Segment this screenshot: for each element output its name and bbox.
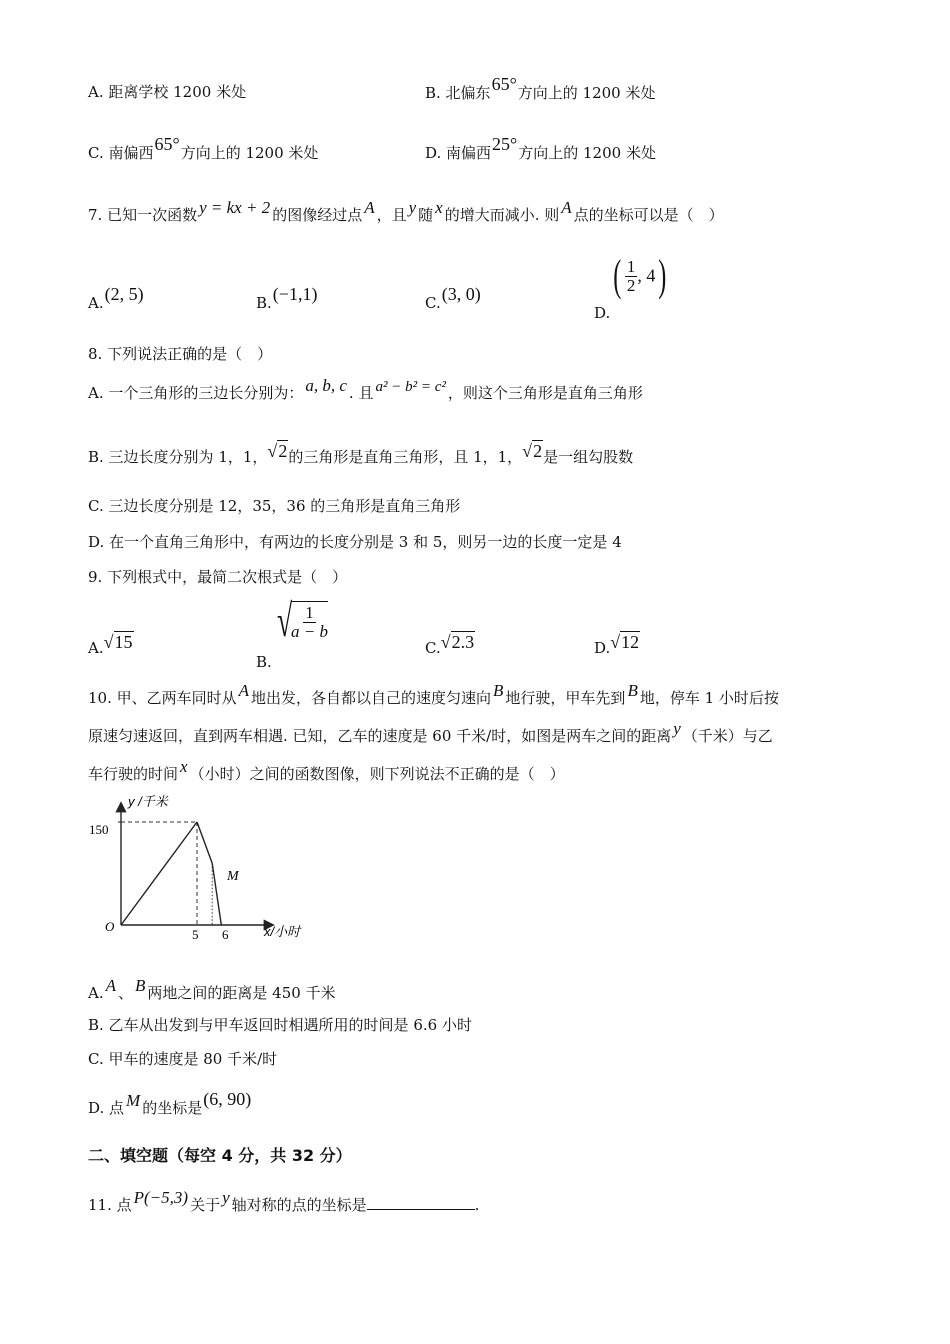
q8-stem: 8. 下列说法正确的是（ ）	[88, 345, 273, 363]
q7-d-fraction	[625, 258, 638, 295]
q10-a-sep: 、	[118, 984, 134, 1002]
q10-d-text-1: D. 点	[88, 1099, 125, 1117]
q7-option-b	[256, 284, 318, 313]
q8-b-sqrt-2: √2	[522, 441, 543, 461]
x-axis-label: x/小时	[264, 924, 301, 939]
q6-b-suffix: 方向上的 1200 米处	[517, 84, 656, 102]
q6-option-a	[88, 82, 246, 102]
q7-option-d	[594, 251, 670, 322]
q6-option-a-text: A. 距离学校 1200 米处	[88, 83, 247, 101]
q10-option-a	[88, 976, 336, 1003]
q9-c-label: C.	[425, 639, 441, 657]
series-segment-2	[197, 822, 212, 863]
q6-option-c	[88, 134, 319, 163]
q7-var-y: y	[408, 198, 417, 217]
x-tick-5: 5	[192, 927, 199, 942]
q6-d-suffix: 方向上的 1200 米处	[518, 144, 656, 162]
q9-option-a	[88, 632, 134, 658]
q9-d-label: D.	[594, 639, 611, 657]
q6-d-degree: 25°	[492, 134, 518, 154]
q10-var-x: x	[180, 757, 188, 776]
q10-l1-text-c: 地行驶，甲车先到	[505, 689, 626, 707]
q9-option-c	[425, 632, 475, 658]
q9-b-radical-sign: √	[276, 595, 292, 646]
q10-a-label: A.	[88, 984, 104, 1002]
q6-c-prefix: C. 南偏西	[88, 144, 154, 162]
q7-text-4: 随	[418, 206, 434, 224]
q9-b-numerator: 1	[305, 603, 314, 622]
q10-point-b: B	[493, 681, 504, 700]
q11-text-4: .	[474, 1196, 480, 1214]
q6-c-degree: 65°	[154, 134, 180, 154]
x-tick-6: 6	[222, 927, 229, 942]
q10-l2-text-a: 原速匀速返回，直到两车相遇. 已知，乙车的速度是 60 千米/时，如图是两车之间的距离	[88, 727, 672, 745]
q7-text-5: 的增大而减小. 则	[444, 206, 560, 224]
q8-a-text-3: ，则这个三角形是直角三角形	[447, 384, 643, 402]
q8-b-radicand-1: 2	[278, 441, 288, 461]
q10-l1-text-d: 地，停车 1 小时后按	[639, 689, 779, 707]
q10-stem-line-1	[88, 681, 779, 708]
q7-stem	[88, 198, 724, 225]
q9-b-denominator: a − b	[291, 622, 329, 641]
q7-text-2: 的图像经过点	[272, 206, 363, 224]
q9-stem: 9. 下列根式中，最简二次根式是（ ）	[88, 568, 348, 586]
q11-text-2: 关于	[190, 1196, 221, 1214]
q10-point-b-2: B	[627, 681, 638, 700]
q8-option-c: C. 三边长度分别是 12，35，36 的三角形是直角三角形	[88, 497, 461, 515]
q11-text-1: 11. 点	[88, 1196, 132, 1214]
series-segment-3	[212, 863, 221, 925]
q7-a-value: (2, 5)	[104, 284, 144, 304]
q6-d-prefix: D. 南偏西	[425, 144, 492, 162]
q10-a-point-a: A	[105, 976, 116, 995]
q10-option-c: C. 甲车的速度是 80 千米/时	[88, 1050, 278, 1068]
q7-text-3: ，且	[376, 206, 407, 224]
q10-var-y: y	[673, 719, 681, 738]
q6-option-d	[425, 134, 656, 163]
q11-point-p: P(−5,3)	[133, 1188, 189, 1207]
q11-text-3: 轴对称的点的坐标是	[231, 1196, 367, 1214]
q7-point-a-2: A	[561, 198, 572, 217]
q9-option-b	[256, 595, 329, 671]
q8-a-equation: a² − b² = c²	[375, 379, 446, 395]
q10-d-text-2: 的坐标是	[142, 1099, 203, 1117]
q7-option-a	[88, 284, 145, 313]
q7-b-label: B.	[256, 294, 272, 312]
q9-a-sqrt: √15	[103, 632, 133, 652]
q10-l1-text-a: 10. 甲、乙两车同时从	[88, 689, 237, 707]
y-axis-label: y /千米	[128, 794, 168, 809]
q7-option-c	[425, 284, 482, 313]
q8-option-b	[88, 441, 634, 467]
q8-option-a	[88, 376, 643, 404]
q10-stem-line-2	[88, 719, 773, 746]
q7-c-label: C.	[425, 294, 441, 312]
q8-option-d: D. 在一个直角三角形中，有两边的长度分别是 3 和 5，则另一边的长度一定是 4	[88, 533, 622, 551]
q8-a-text-1: A. 一个三角形的三边长分别为：	[88, 384, 304, 402]
q7-c-value: (3, 0)	[441, 284, 481, 304]
q10-option-b: B. 乙车从出发到与甲车返回时相遇所用的时间是 6.6 小时	[88, 1016, 472, 1034]
q10-l1-text-b: 地出发，各自都以自己的速度匀速向	[251, 689, 492, 707]
point-m-label: M	[227, 869, 239, 884]
q10-point-a: A	[238, 681, 250, 700]
q6-option-b	[425, 74, 656, 103]
q10-a-point-b: B	[135, 976, 146, 995]
q9-option-d	[594, 632, 640, 658]
q11-var-y: y	[222, 1188, 230, 1207]
q10-stem-line-3	[88, 757, 565, 784]
q10-d-value: (6, 90)	[203, 1089, 252, 1109]
q7-d-paren-right: )	[658, 251, 667, 300]
q10-d-point-m: M	[126, 1091, 141, 1110]
q7-var-x: x	[435, 198, 443, 217]
q8-b-text-1: B. 三边长度分别为 1，1，	[88, 448, 268, 466]
q7-d-paren-left: (	[613, 251, 622, 300]
q10-l2-text-b: （千米）与乙	[682, 727, 773, 745]
q9-a-label: A.	[88, 639, 104, 657]
q10-option-d	[88, 1089, 252, 1118]
q10-distance-time-graph	[89, 792, 330, 952]
q9-c-sqrt: √2.3	[440, 632, 475, 652]
q6-c-suffix: 方向上的 1200 米处	[180, 144, 319, 162]
q10-a-text: 两地之间的距离是 450 千米	[147, 984, 336, 1002]
q7-d-label: D.	[594, 304, 611, 322]
q10-l3-text-b: （小时）之间的函数图像，则下列说法不正确的是（ ）	[189, 765, 565, 783]
q9-d-radicand: 12	[621, 632, 640, 652]
y-tick-150: 150	[89, 822, 109, 837]
q6-b-prefix: B. 北偏东	[425, 84, 491, 102]
q7-text-1: 7. 已知一次函数	[88, 206, 198, 224]
q8-a-vars: a, b, c	[305, 376, 347, 395]
q7-text-6: 点的坐标可以是（ ）	[573, 206, 724, 224]
q7-d-denominator: 2	[626, 275, 636, 295]
q9-a-radicand: 15	[114, 632, 133, 652]
q11-answer-blank[interactable]	[367, 1195, 475, 1210]
q7-point-a: A	[364, 198, 375, 217]
series-segment-1	[121, 822, 197, 925]
q7-function: y = kx + 2	[199, 198, 271, 217]
origin-label: O	[105, 919, 115, 934]
q7-d-numerator: 1	[626, 256, 636, 276]
q7-a-label: A.	[88, 294, 104, 312]
q9-b-fraction	[291, 601, 328, 641]
q8-b-text-2: 的三角形是直角三角形，且 1，1，	[288, 448, 523, 466]
q8-b-radicand-2: 2	[533, 441, 543, 461]
q9-c-radicand: 2.3	[451, 632, 475, 652]
q8-b-sqrt-1: √2	[267, 441, 288, 461]
q7-b-value: (−1,1)	[272, 284, 318, 304]
q8-b-text-3: 是一组勾股数	[543, 448, 634, 466]
q11-stem	[88, 1188, 480, 1215]
section-2-title: 二、填空题（每空 4 分，共 32 分）	[88, 1146, 352, 1165]
q9-d-sqrt: √12	[610, 632, 640, 652]
q10-l3-text-a: 车行驶的时间	[88, 765, 179, 783]
q8-a-text-2: . 且	[348, 384, 374, 402]
q9-b-label: B.	[256, 653, 272, 671]
q7-d-rest: , 4	[637, 265, 656, 286]
q6-b-degree: 65°	[491, 74, 517, 94]
